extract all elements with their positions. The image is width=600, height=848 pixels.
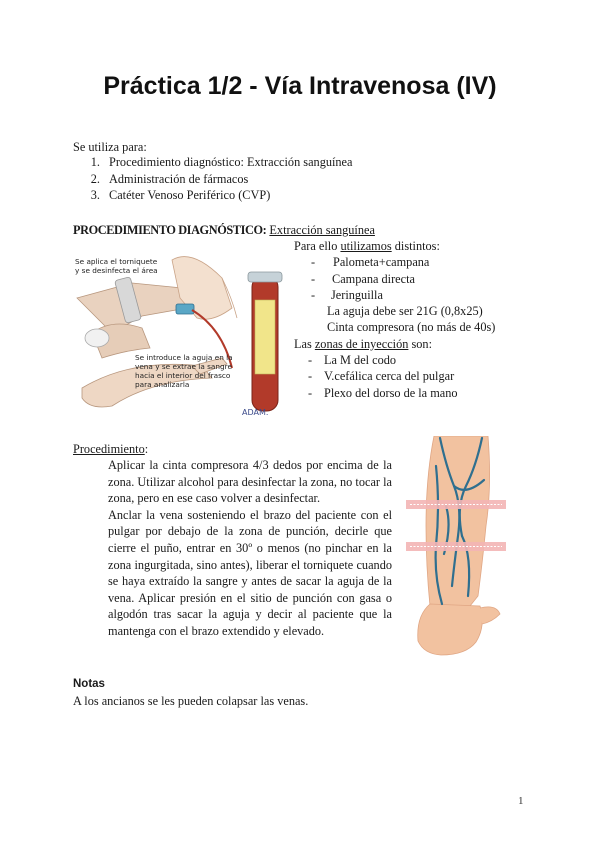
procedure-paragraph-1: Aplicar la cinta compresora 4/3 dedos por encima de la zona. Utilizar alcohol para desinfectar la zona, no tocar la zona, pero en ese caso volver a desinfectar.: [108, 458, 392, 506]
caption-top-line-2: y se desinfecta el área: [75, 266, 158, 275]
caption-bottom-line-1: Se introduce la aguja en la: [135, 353, 233, 362]
procedure-heading: Procedimiento:: [73, 442, 149, 456]
caption-top-line-1: Se aplica el torniquete: [75, 257, 158, 266]
page-title: Práctica 1/2 - Vía Intravenosa (IV): [103, 72, 497, 100]
caption-bottom-line-2: vena y se extrae la sangre: [135, 362, 232, 371]
list-item: - Palometa+campana: [311, 255, 430, 270]
tools-intro: Para ello utilizamos distintos:: [294, 239, 440, 253]
list-item: - V.cefálica cerca del pulgar: [308, 369, 455, 384]
procedure-paragraph-2: Anclar la vena sosteniendo el brazo del paciente con el pulgar por debajo de la zona de punción, decirle que cierre el puño, entrar en 30º o menos (no pinchar en la zona ingurgitada, sino antes), liberar el torniquete cuando se haya extraído la sangre y antes de sacar la aguja de la vena. Aplicar presión en el sitio de punción con gasa o algodón tras sacar la aguja y decir al paciente que la mantenga con el brazo extendido y elevado.: [108, 507, 392, 638]
needle-note: La aguja debe ser 21G (0,8x25): [327, 304, 483, 319]
caption-bottom-line-4: para analizarla: [135, 380, 190, 389]
intro-text: Se utiliza para:: [73, 140, 147, 154]
arm-veins-illustration: [396, 436, 516, 656]
list-item: - Jeringuilla: [311, 287, 383, 302]
adam-logo: ADAM.: [242, 408, 269, 417]
blood-draw-illustration: [72, 238, 286, 418]
caption-bottom-line-3: hacia el interior del frasco: [135, 371, 231, 380]
list-item: 3. Catéter Venoso Periférico (CVP): [90, 188, 271, 202]
procedure-text: [108, 457, 392, 640]
zones-intro: Las zonas de inyección son:: [294, 336, 432, 351]
list-item: 2. Administración de fármacos: [90, 171, 249, 186]
uses-list: [73, 154, 352, 204]
list-item: - Campana directa: [311, 271, 415, 286]
list-item: - La M del codo: [308, 353, 397, 368]
page-number: 1: [518, 795, 524, 807]
tourniquet-note: Cinta compresora (no más de 40s): [327, 320, 496, 335]
notes-heading: Notas: [73, 678, 105, 690]
notes-text: A los ancianos se les pueden colapsar las venas.: [73, 694, 309, 708]
tools-and-zones: [294, 238, 495, 401]
section-heading-diagnostic: PROCEDIMIENTO DIAGNÓSTICO: Extracción sanguínea: [73, 223, 375, 237]
list-item: 1. Procedimiento diagnóstico: Extracción sanguínea: [90, 155, 353, 169]
list-item: - Plexo del dorso de la mano: [308, 385, 458, 400]
